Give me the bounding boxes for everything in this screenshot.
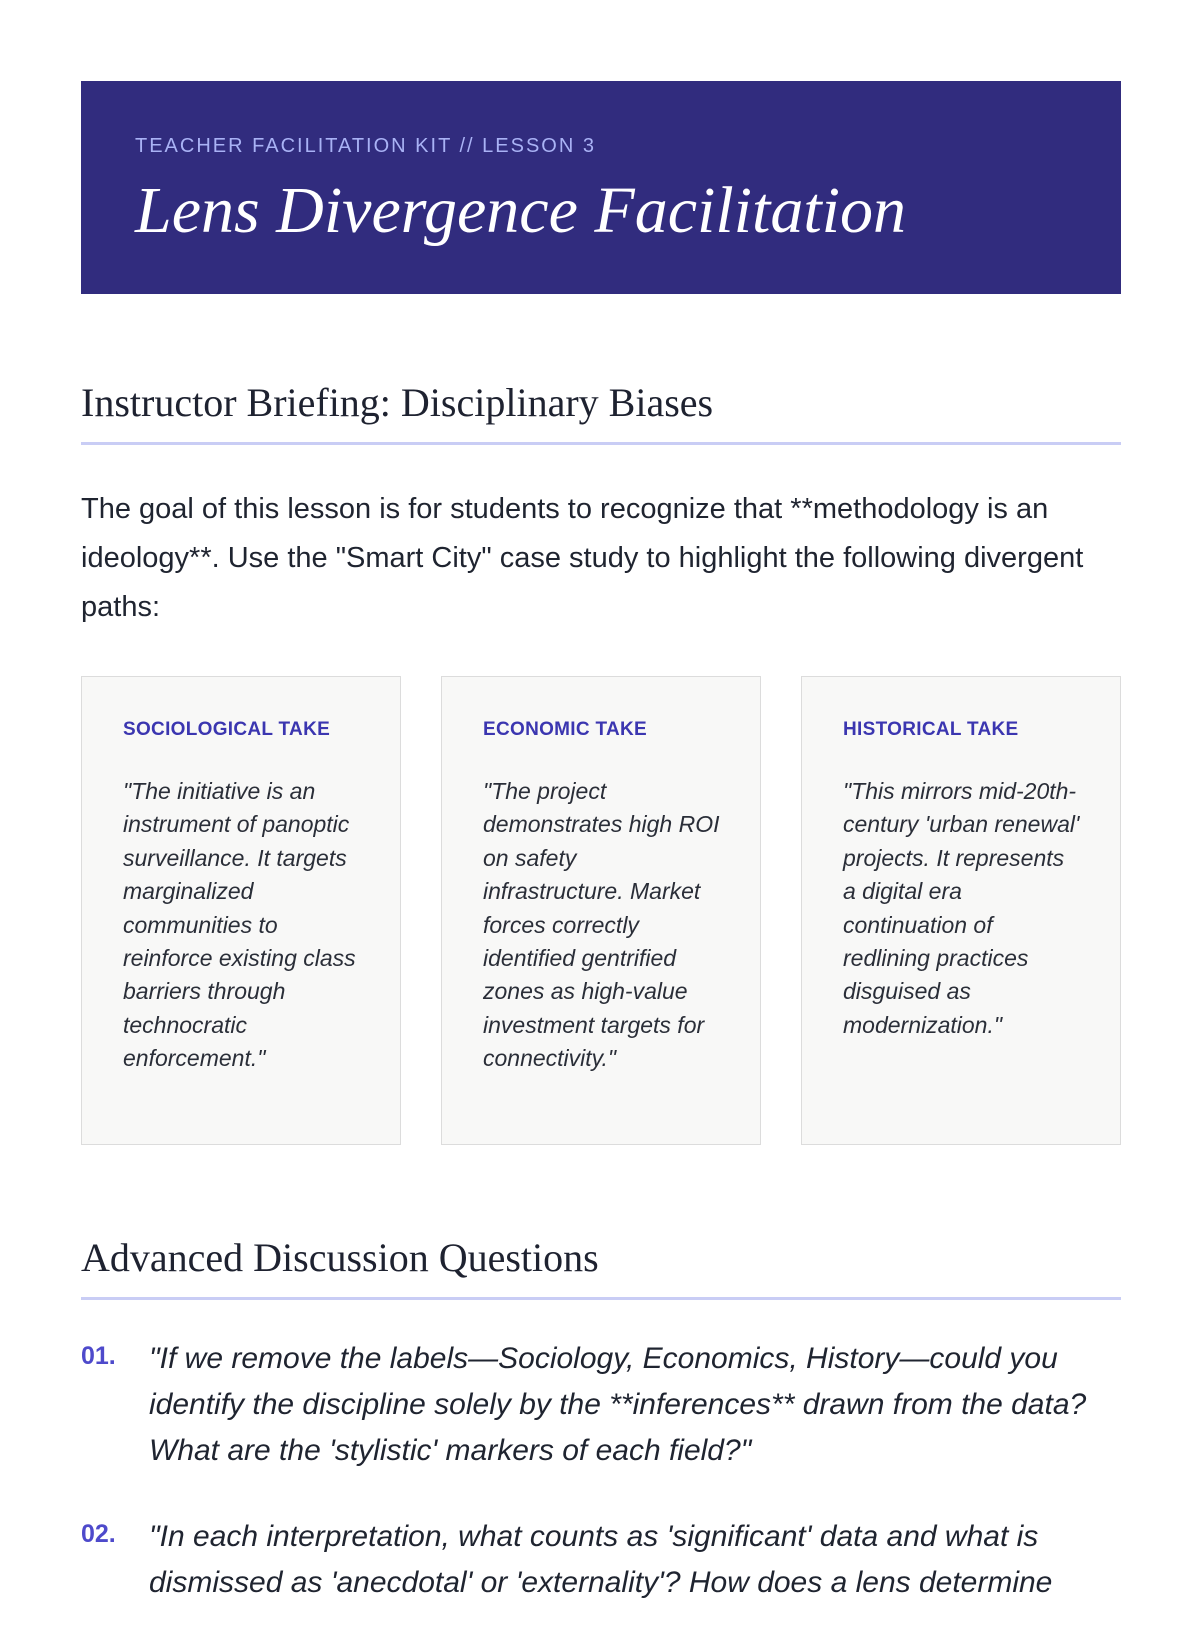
briefing-heading: Instructor Briefing: Disciplinary Biases	[81, 380, 1121, 445]
take-quote: "The project demonstrates high ROI on safety infrastructure. Market forces correctly identified gentrified zones as high-value investment targets for connectivity."	[483, 778, 720, 1072]
instructor-briefing-section	[81, 380, 1121, 1145]
question-text: "If we remove the labels—Sociology, Economics, History—could you identify the discipline solely by the **inferences** drawn from the data? What are the 'stylistic' markers of each field?"	[149, 1342, 1087, 1467]
kit-kicker: TEACHER FACILITATION KIT // LESSON 3	[135, 135, 596, 157]
briefing-intro: The goal of this lesson is for students to recognize that **methodology is an ideology**. Use the "Smart City" case study to highlight the following divergent paths:	[81, 493, 1084, 623]
lesson-header	[81, 81, 1121, 294]
discipline-takes	[81, 676, 1121, 1145]
take-card-economic	[441, 676, 761, 1145]
question-item	[81, 1336, 1121, 1474]
discussion-questions-section	[81, 1235, 1121, 1606]
question-number: 01.	[81, 1342, 116, 1370]
take-quote: "This mirrors mid-20th-century 'urban renewal' projects. It represents a digital era continuation of redlining practices disguised as modernization."	[843, 778, 1080, 1038]
take-card-historical	[801, 676, 1121, 1145]
take-label: ECONOMIC TAKE	[483, 719, 647, 740]
take-quote: "The initiative is an instrument of panoptic surveillance. It targets marginalized communities to reinforce existing class barriers through technocratic enforcement."	[123, 778, 356, 1072]
discussion-heading: Advanced Discussion Questions	[81, 1235, 1121, 1300]
question-number: 02.	[81, 1520, 116, 1548]
question-text: "In each interpretation, what counts as 'significant' data and what is dismissed as 'anecdotal' or 'externality'? How does a lens determine	[149, 1520, 1053, 1599]
question-list	[81, 1336, 1121, 1606]
facilitation-kit-page	[81, 81, 1121, 1646]
question-item	[81, 1514, 1121, 1606]
page-title: Lens Divergence Facilitation	[135, 174, 907, 247]
take-card-sociological	[81, 676, 401, 1145]
take-label: HISTORICAL TAKE	[843, 719, 1019, 740]
take-label: SOCIOLOGICAL TAKE	[123, 719, 331, 740]
